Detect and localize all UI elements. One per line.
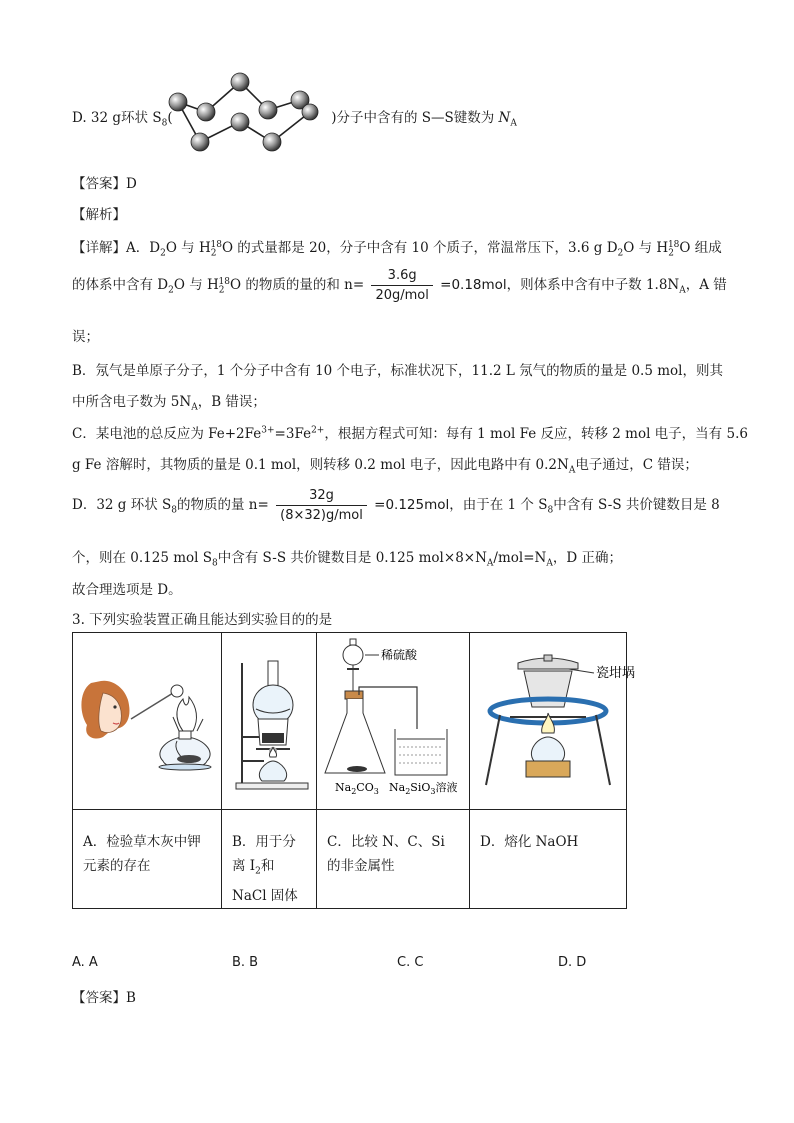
detail-d-line3: 故合理选项是 D。 [72, 582, 182, 598]
fraction-d: $\frac{32g}{\text{(8×32)g/mol}}$ [276, 488, 367, 523]
detail-a-line1: 【详解】A．$D_2O$ 与 $H_2^{18}O$ 的式量都是 20，分子中含有 10 个质子，常温常压下，3.6 g $D_2O$ 与 $H_2^{18}O$ 组成 [72, 239, 722, 259]
apparatus-c-cell [317, 633, 470, 810]
svg-text:Na2CO3: $Na_2CO_3$ [335, 781, 379, 796]
s8-ring-diagram [162, 68, 322, 158]
detail-c-line1: C．某电池的总反应为 $Fe+2Fe^{3+}=3Fe^{2+}$，根据方程式可知：每有 1 mol Fe 反应，转移 2 mol 电子，当有 5.6 [72, 425, 748, 442]
svg-text:Na2SiO3溶液: $Na_2SiO_3$溶液 [389, 781, 458, 796]
apparatus-d-cell [470, 633, 636, 810]
crucible-apparatus [470, 633, 636, 809]
detail-b-line2: 中所含电子数为 $5N_A$，B 错误； [72, 394, 266, 413]
caption-c: C．比较 N、C、Si 的非金属性 [317, 810, 470, 909]
detail-a-line2: 的体系中含有 $D_2O$ 与 $H_2^{18}O$ 的物质的量的和 n= $\frac{3.6g}{\text{20g/mol}}$ =0.18mol，则体系中含有中子数 $1.8N_A$，A 错 [72, 268, 727, 303]
option-a[interactable]: A. A [72, 955, 98, 970]
apparatus-a-cell [73, 633, 222, 810]
caption-d: D．熔化 NaOH [470, 810, 627, 909]
option-b[interactable]: B. B [232, 955, 259, 970]
analysis-heading: 【解析】 [72, 207, 126, 223]
detail-c-line2: g Fe 溶解时，其物质的量是 0.1 mol，则转移 0.2 mol 电子，因此电路中有 $0.2N_A$电子通过，C 错误； [72, 457, 698, 476]
apparatus-b-cell [222, 633, 317, 810]
caption-b: B．用于分离 $I_2$和 NaCl 固体 [222, 810, 317, 909]
caption-a: A．检验草木灰中钾元素的存在 [73, 810, 222, 909]
detail-a-line3: 误； [72, 329, 99, 345]
svg-text:稀硫酸: 稀硫酸 [381, 648, 418, 662]
acid-strength-apparatus [317, 633, 469, 809]
q2-option-d: D. 32 g环状 $S_8$( )分子中含有的 S—S键数为 $N_A$ [72, 110, 517, 129]
fraction-a: $\frac{3.6g}{\text{20g/mol}}$ [371, 268, 432, 303]
sublimation-apparatus [222, 633, 316, 809]
q3-stem: 3. 下列实验装置正确且能达到实验目的的是 [72, 612, 333, 628]
svg-text:瓷坩埚: 瓷坩埚 [596, 666, 636, 681]
flame-test-illustration [73, 633, 221, 809]
detail-d-line2: 个，则在 0.125 mol $S_8$中含有 S-S 共价键数目是 0.125 $mol\times 8\times N_A/mol=N_A$，D 正确； [72, 550, 622, 569]
option-c[interactable]: C. C [397, 955, 424, 970]
q3-table [72, 632, 636, 909]
answer-1: 【答案】D [72, 176, 137, 192]
option-d[interactable]: D. D [558, 955, 587, 970]
answer-2: 【答案】B [72, 990, 136, 1006]
detail-d-line1: D．32 g 环状 $S_8$的物质的量 n= $\frac{32g}{\text{(8×32)g/mol}}$ =0.125mol，由于在 1 个 $S_8$中含有 S-S 共价键数目是 8 [72, 488, 720, 523]
detail-b-line1: B．氖气是单原子分子，1 个分子中含有 10 个电子，标准状况下，11.2 L 氖气的物质的量是 0.5 mol，则其 [72, 363, 723, 379]
